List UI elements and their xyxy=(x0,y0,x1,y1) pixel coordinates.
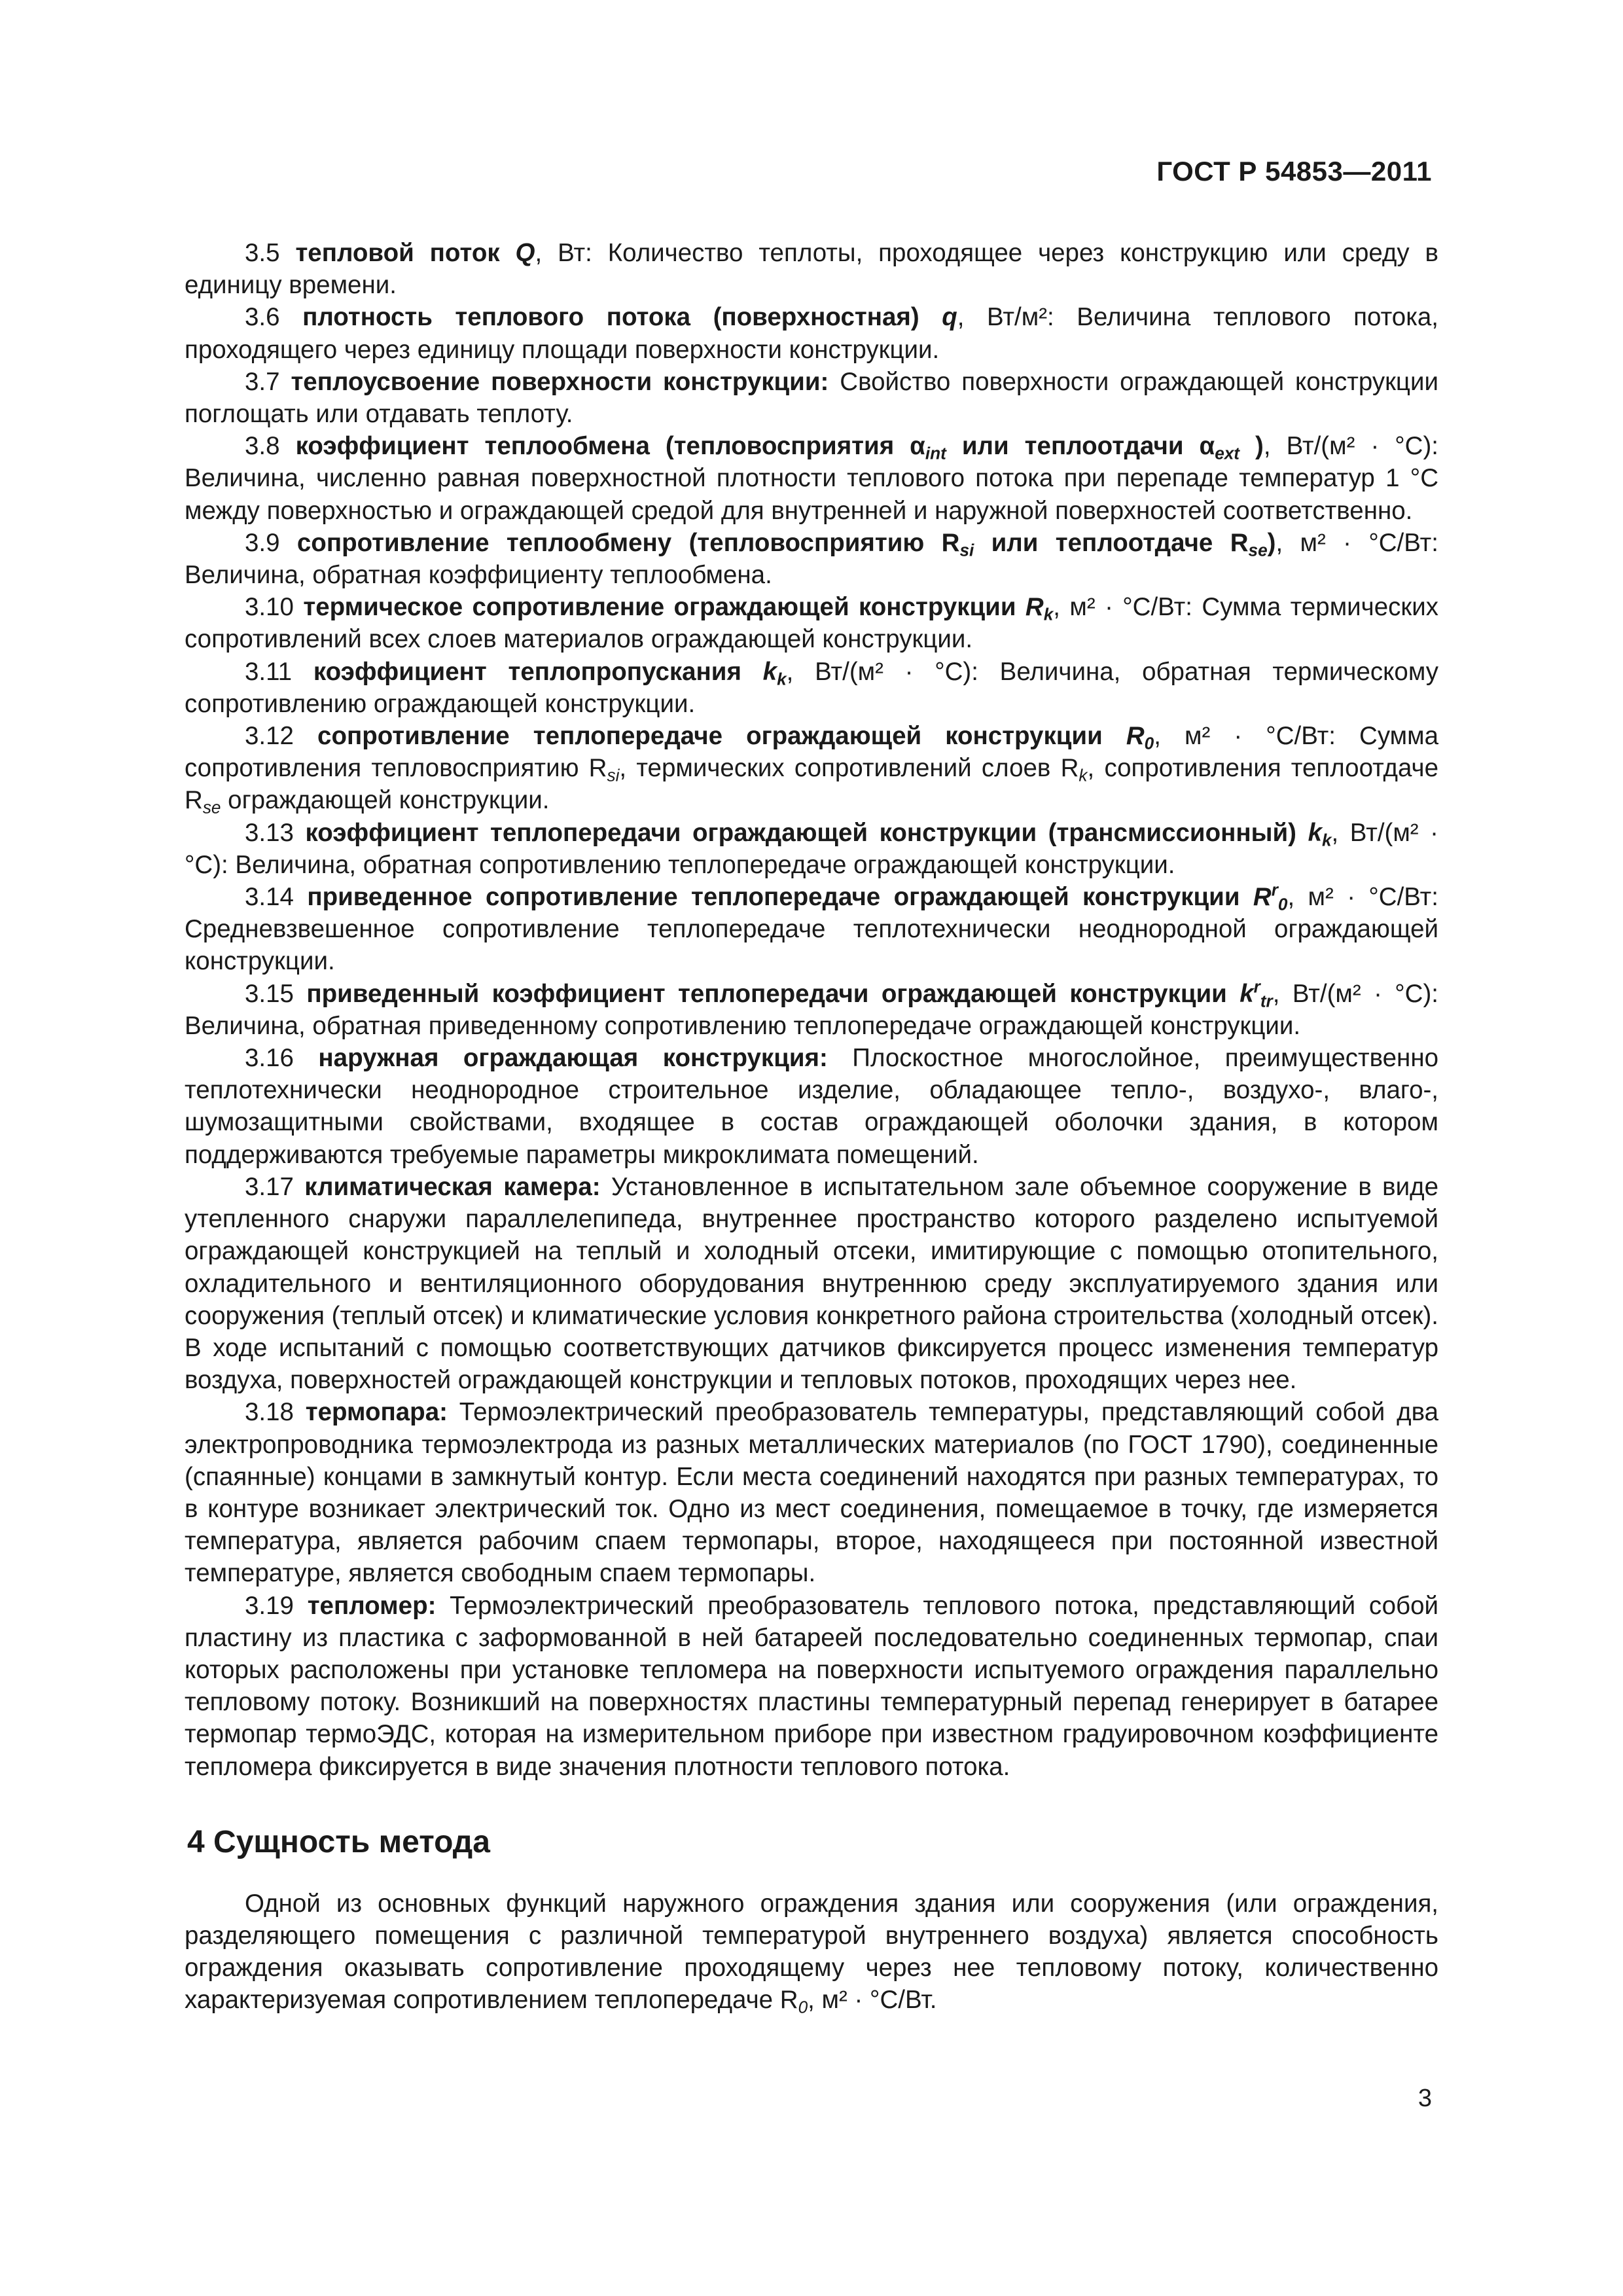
term-subscript: si xyxy=(959,540,974,560)
term-symbol: R xyxy=(1025,593,1044,622)
term-definition: ограждающей конструкции. xyxy=(221,786,550,815)
term-3-15 xyxy=(185,978,1438,1042)
term-definition: , сопротивления теплоотдаче R xyxy=(185,754,1438,815)
term-unit: , Вт/(м² · °С): xyxy=(1272,979,1439,1008)
term-definition: Количество теплоты, проходящее через конструкцию или среду в единицу времени. xyxy=(185,239,1438,300)
term-name-part: ) xyxy=(1267,528,1276,557)
term-name-part: или теплоотдачи α xyxy=(946,432,1215,461)
document-code: ГОСТ Р 54853—2011 xyxy=(1156,156,1432,187)
term-superscript: r xyxy=(1253,977,1260,997)
term-name: приведенный коэффициент теплопередачи ограждающей конструкции xyxy=(306,979,1227,1008)
term-symbol: R xyxy=(1253,883,1272,912)
term-number: 3.13 xyxy=(245,818,294,847)
term-subscript: se xyxy=(202,797,221,817)
term-number: 3.11 xyxy=(245,657,293,686)
term-subscript: k xyxy=(777,668,787,689)
term-subscript: ext xyxy=(1215,443,1240,463)
term-name: термопара: xyxy=(305,1398,448,1427)
term-definition: Термоэлектрический преобразователь теплового потока, представляющий собой пластину из пластика с заформованной в ней батареей последовательно соединенных термопар, спаи которых расположены при установке тепломера на поверхности испытуемого ограждения параллельно тепловому потоку. Возникший на поверхностях пластины температурный перепад генерирует в батарее термопар термоЭДС, которая на измерительном приборе при известном градуировочном коэффициенте тепломера фиксируется в виде значения плотности теплового потока. xyxy=(185,1591,1438,1781)
term-name xyxy=(295,432,1264,463)
term-name: коэффициент теплопропускания xyxy=(313,657,741,686)
term-definition: Величина, обратная коэффициенту теплообмена. xyxy=(185,561,772,590)
term-definition: Термоэлектрический преобразователь температуры, представляющий собой два электропроводника термоэлектрода из разных металлических материалов (по ГОСТ 1790), соединенные (спаянные) концами в замкнутый контур. Если места соединений находятся при разных температурах, то в контуре возникает электрический ток. Одно из мест соединения, помещаемое в точку, где измеряется температура, является рабочим спаем термопары, второе, находящееся при постоянной известной температуре, является свободным спаем термопары. xyxy=(185,1398,1438,1588)
term-name: теплоусвоение поверхности конструкции: xyxy=(291,367,829,396)
term-subscript: 0 xyxy=(1277,894,1288,914)
term-definition: Свойство поверхности ограждающей конструкции поглощать или отдавать теплоту. xyxy=(185,367,1438,429)
term-definition: Величина, обратная сопротивлению теплопередаче ограждающей конструкции. xyxy=(228,850,1175,879)
term-number: 3.16 xyxy=(245,1044,294,1073)
term-definition: , термических сопротивлений слоев R xyxy=(619,754,1079,783)
term-definition: Величина, обратная приведенному сопротивлению теплопередаче ограждающей конструкции. xyxy=(185,1011,1301,1040)
term-number: 3.19 xyxy=(245,1591,294,1620)
page-number: 3 xyxy=(1418,2085,1432,2112)
term-3-19 xyxy=(185,1590,1438,1783)
term-name: климатическая камера: xyxy=(304,1172,601,1201)
term-definition: Сумма сопротивления тепловосприятию R xyxy=(185,722,1438,783)
term-symbol: k xyxy=(762,657,777,686)
term-3-13 xyxy=(185,817,1438,881)
term-subscript: k xyxy=(1321,829,1332,850)
term-3-10 xyxy=(185,591,1438,655)
term-3-8 xyxy=(185,430,1438,527)
term-definition: Величина теплового потока, проходящего через единицу площади поверхности конструкции. xyxy=(185,303,1439,364)
term-subscript: int xyxy=(925,443,946,463)
term-symbol: Q xyxy=(515,239,535,267)
term-name: коэффициент теплопередачи ограждающей конструкции (трансмиссионный) xyxy=(305,818,1296,847)
term-number: 3.14 xyxy=(245,883,294,912)
section-paragraph xyxy=(185,1888,1438,2017)
term-3-9 xyxy=(185,527,1438,591)
term-3-11 xyxy=(185,656,1438,720)
term-3-5 xyxy=(185,237,1438,301)
term-number: 3.8 xyxy=(245,432,280,461)
term-3-18 xyxy=(185,1396,1438,1589)
term-unit: , Вт/(м² · °С): xyxy=(786,657,978,686)
term-3-17 xyxy=(185,1171,1438,1396)
term-subscript: k xyxy=(1043,604,1054,624)
document-body xyxy=(185,237,1438,2017)
term-unit: , м² · °С/Вт: xyxy=(1275,528,1438,557)
term-name: тепловой поток xyxy=(295,239,500,267)
term-number: 3.6 xyxy=(245,303,280,332)
term-symbol: k xyxy=(1240,979,1254,1008)
term-unit: , Вт/м²: xyxy=(957,303,1054,332)
term-number: 3.15 xyxy=(245,979,294,1008)
term-name-part: коэффициент теплообмена (тепловосприятия α xyxy=(295,432,925,461)
term-name: приведенное сопротивление теплопередаче ограждающей конструкции xyxy=(307,883,1240,912)
term-unit: , Вт: xyxy=(535,239,592,267)
term-3-16 xyxy=(185,1042,1438,1171)
paragraph-text: , м² · °С/Вт. xyxy=(808,1986,937,2015)
term-name xyxy=(296,528,1276,560)
term-name-part: сопротивление теплообмену (тепловосприятию R xyxy=(296,528,960,557)
term-subscript: si xyxy=(607,765,620,785)
term-unit: , м² · °С/Вт: xyxy=(1154,722,1336,751)
term-definition: Величина, обратная термическому сопротивлению ограждающей конструкции. xyxy=(185,657,1438,718)
term-number: 3.12 xyxy=(245,722,294,751)
term-subscript: se xyxy=(1248,540,1268,560)
term-name: термическое сопротивление ограждающей конструкции xyxy=(303,593,1016,622)
term-name: тепломер: xyxy=(307,1591,437,1620)
term-subscript: tr xyxy=(1260,991,1273,1011)
term-unit: , м² · °С/Вт: xyxy=(1287,883,1439,912)
term-definition: Сумма термических сопротивлений всех слоев материалов ограждающей конструкции. xyxy=(185,593,1439,654)
term-superscript: r xyxy=(1271,880,1278,900)
term-number: 3.5 xyxy=(245,239,280,267)
term-unit: , Вт/(м² · °С): xyxy=(185,818,1439,879)
term-definition: Средневзвешенное сопротивление теплопередаче теплотехнически неоднородной ограждающей конструкции. xyxy=(185,915,1438,976)
term-3-12 xyxy=(185,720,1438,817)
term-definition: Установленное в испытательном зале объемное сооружение в виде утепленного снаружи параллелепипеда, внутреннее пространство которого разделено испытуемой ограждающей конструкцией на теплый и холодный отсеки, имитирующие с помощью отопительного, охладительного и вентиляционного оборудования внутреннюю среду эксплуатируемого здания или сооружения (теплый отсек) и климатические условия конкретного района строительства (холодный отсек). В ходе испытаний с помощью соответствующих датчиков фиксируется процесс изменения температур воздуха, поверхностей ограждающей конструкции и тепловых потоков, проходящих через нее. xyxy=(185,1172,1439,1395)
term-unit: , Вт/(м² · °С): xyxy=(1263,432,1439,461)
term-name-part: ) xyxy=(1240,432,1264,461)
section-heading: 4 Сущность метода xyxy=(187,1824,490,1859)
term-symbol: R xyxy=(1126,722,1145,751)
term-definition: Плоскостное многослойное, преимущественно теплотехнически неоднородное строительное изделие, обладающее тепло-, воздухо-, влаго-, шумозащитными свойствами, входящее в состав ограждающей оболочки здания, в котором поддерживаются требуемые параметры микроклимата помещений. xyxy=(185,1044,1438,1169)
term-symbol: q xyxy=(942,303,957,332)
term-number: 3.7 xyxy=(245,367,280,396)
term-name-part: или теплоотдаче R xyxy=(974,528,1249,557)
term-name: плотность теплового потока (поверхностная) xyxy=(302,303,919,332)
term-number: 3.17 xyxy=(245,1172,294,1201)
term-unit: , м² · °С/Вт: xyxy=(1053,593,1192,622)
term-subscript: 0 xyxy=(1144,733,1154,753)
term-symbol: k xyxy=(1308,818,1322,847)
term-3-6 xyxy=(185,301,1438,365)
term-number: 3.10 xyxy=(245,593,294,622)
paragraph-subscript: 0 xyxy=(798,1997,808,2017)
term-3-7 xyxy=(185,366,1438,430)
term-number: 3.9 xyxy=(245,528,280,557)
term-definition: Величина, численно равная поверхностной плотности теплового потока при перепаде температур 1 °С между поверхностью и ограждающей средой для внутренней и наружной поверхностей соответственно. xyxy=(185,464,1438,525)
paragraph-text: Одной из основных функций наружного ограждения здания или сооружения (или ограждения, разделяющего помещения с различной температурой внутреннего воздуха) является способность ограждения оказывать сопротивление проходящему через нее тепловому потоку, количественно характеризуемая сопротивлением теплопередаче R xyxy=(185,1889,1438,2015)
term-number: 3.18 xyxy=(245,1398,294,1427)
term-subscript: k xyxy=(1079,765,1088,785)
term-name: наружная ограждающая конструкция: xyxy=(318,1044,828,1073)
term-name: сопротивление теплопередаче ограждающей конструкции xyxy=(317,722,1103,751)
term-3-14 xyxy=(185,881,1438,978)
